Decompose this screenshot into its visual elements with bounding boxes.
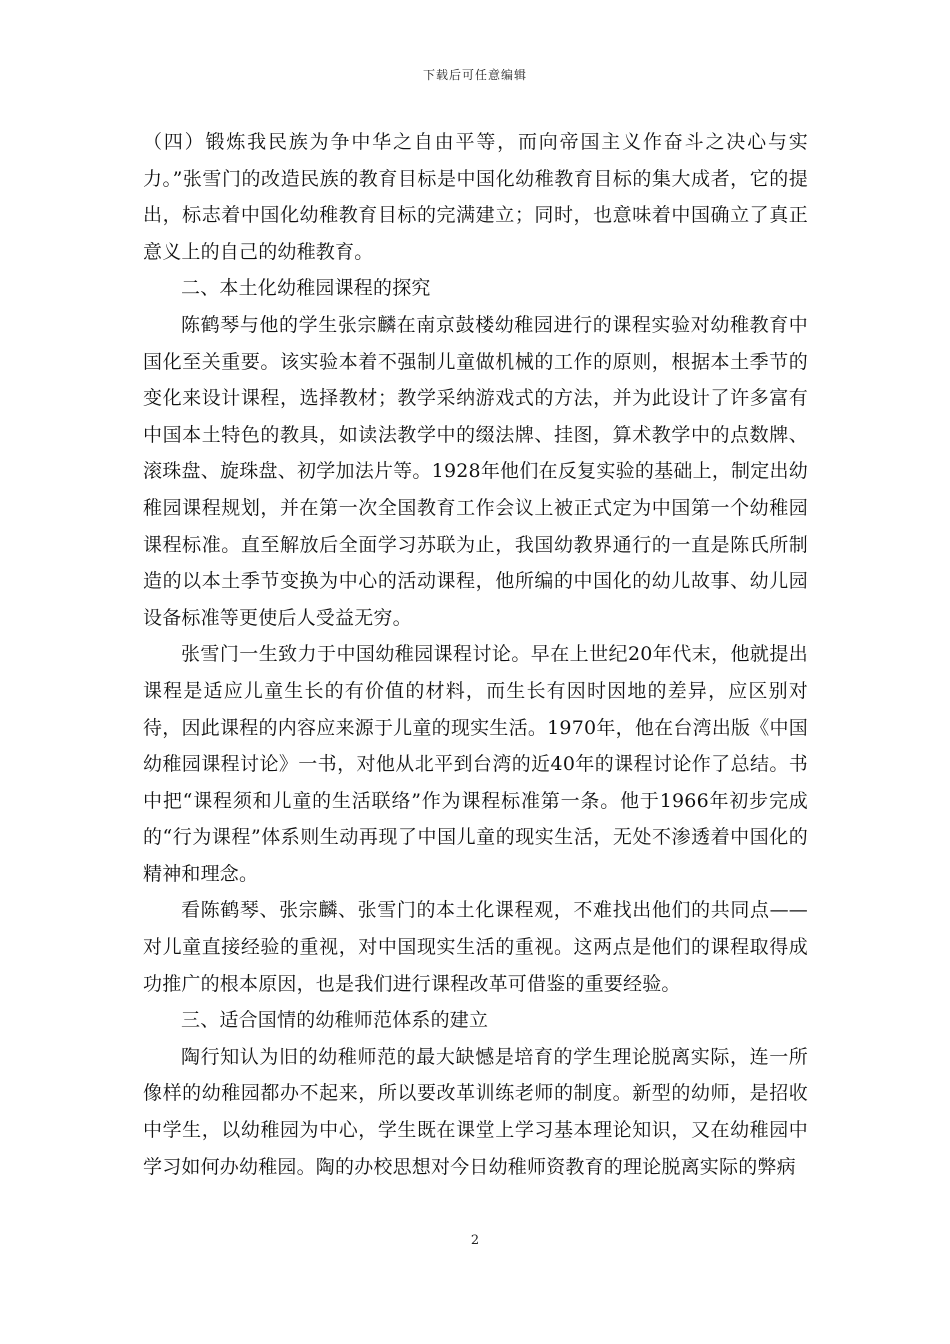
document-body: [143, 124, 808, 1185]
section-heading-2: 二、本土化幼稚园课程的探究: [181, 277, 431, 300]
page-header: 下载后可任意编辑: [422, 68, 527, 82]
paragraph-2: 陈鹤琴与他的学生张宗麟在南京鼓楼幼稚园进行的课程实验对幼稚教育中国化至关重要。该实验本着不强制儿童做机械的工作的原则，根据本土季节的变化来设计课程，选择教材；教学采纳游戏式的方法，并为此设计了许多富有中国本土特色的教具，如读法教学中的缀法牌、挂图，算术教学中的点数牌、滚珠盘、旋珠盘、初学加法片等。1928年他们在反复实验的基础上，制定出幼稚园课程规划，并在第一次全国教育工作会议上被正式定为中国第一个幼稚园课程标准。直至解放后全面学习苏联为止，我国幼教界通行的一直是陈氏所制造的以本土季节变换为中心的活动课程，他所编的中国化的幼儿故事、幼儿园设备标准等更使后人受益无穷。: [143, 313, 808, 629]
page-number: 2: [470, 1233, 480, 1248]
section-heading-3: 三、适合国情的幼稚师范体系的建立: [181, 1009, 489, 1032]
paragraph-1: （四）锻炼我民族为争中华之自由平等，而向帝国主义作奋斗之决心与实力。”张雪门的改造民族的教育目标是中国化幼稚教育目标的集大成者，它的提出，标志着中国化幼稚教育目标的完满建立；同时，也意味着中国确立了真正意义上的自己的幼稚教育。: [143, 131, 808, 263]
paragraph-5: 陶行知认为旧的幼稚师范的最大缺憾是培育的学生理论脱离实际，连一所像样的幼稚园都办不起来，所以要改革训练老师的制度。新型的幼师，是招收中学生，以幼稚园为中心，学生既在课堂上学习基本理论知识，又在幼稚园中学习如何办幼稚园。陶的办校思想对今日幼稚师资教育的理论脱离实际的弊病: [143, 1045, 808, 1178]
paragraph-4: 看陈鹤琴、张宗麟、张雪门的本土化课程观，不难找出他们的共同点——对儿童直接经验的重视，对中国现实生活的重视。这两点是他们的课程取得成功推广的根本原因，也是我们进行课程改革可借鉴的重要经验。: [143, 899, 808, 995]
paragraph-3: 张雪门一生致力于中国幼稚园课程讨论。早在上世纪20年代末，他就提出课程是适应儿童生长的有价值的材料，而生长有因时因地的差异，应区别对待，因此课程的内容应来源于儿童的现实生活。1970年，他在台湾出版《中国幼稚园课程讨论》一书，对他从北平到台湾的近40年的课程讨论作了总结。书中把“课程须和儿童的生活联络”作为课程标准第一条。他于1966年初步完成的“行为课程”体系则生动再现了中国儿童的现实生活，无处不渗透着中国化的精神和理念。: [143, 643, 808, 885]
